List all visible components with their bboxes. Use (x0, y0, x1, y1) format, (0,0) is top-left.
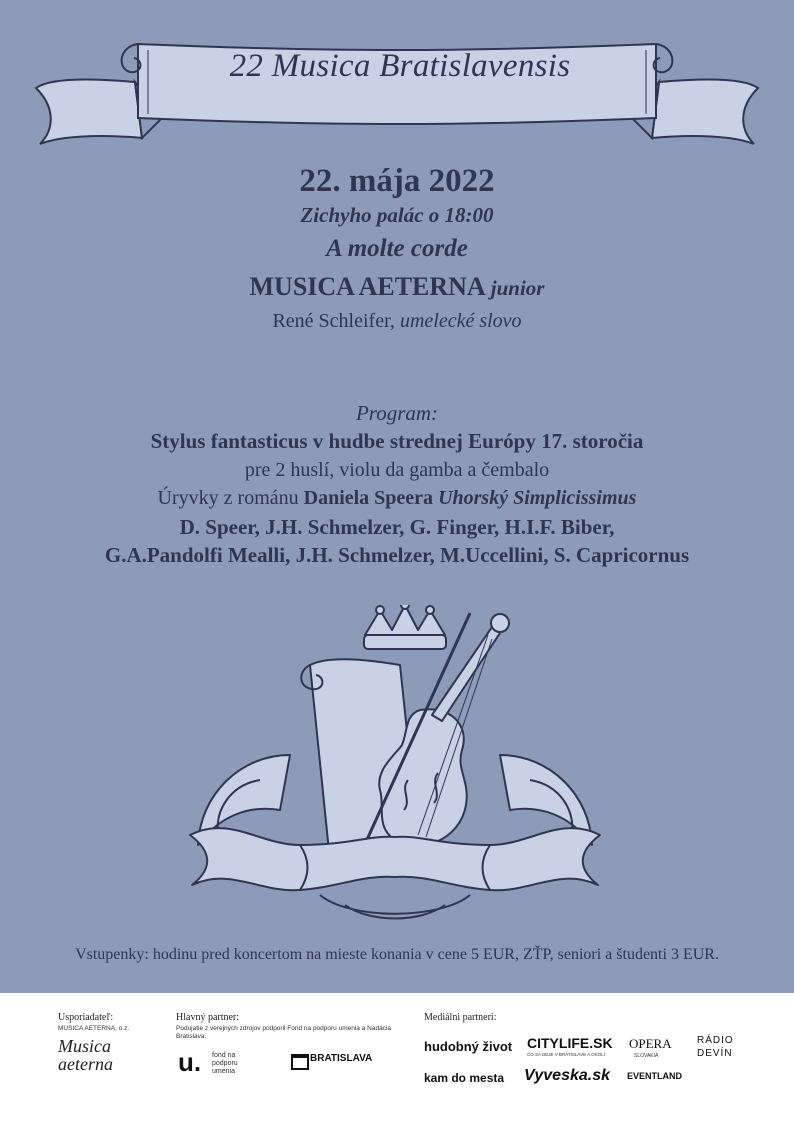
kam-do-mesta-logo: kam do mesta (424, 1071, 505, 1085)
program-title: Stylus fantasticus v hudbe strednej Európy 17. storočia (150, 429, 644, 453)
radio-devin-logo-line2: DEVÍN (697, 1048, 733, 1059)
fpu-u-icon: u. (178, 1047, 202, 1077)
media-partners-label: Mediálni partneri: (424, 1012, 497, 1023)
opera-subtitle: SLOVAKIA (634, 1053, 659, 1059)
excerpt-work: Uhorský Simplicissimus (438, 487, 637, 509)
fpu-logo: fond na podporu umenia (212, 1052, 238, 1075)
program-instrumentation: pre 2 huslí, violu da gamba a čembalo (244, 459, 550, 481)
excerpt-author: Daniela Speera (303, 487, 434, 509)
narrator-name: René Schleifer, (272, 310, 395, 332)
composers-line-2: G.A.Pandolfi Mealli, J.H. Schmelzer, M.Uccellini, S. Capricornus (104, 543, 690, 567)
citylife-subtitle: ČO SA DEJE V BRATISLAVE A OKOLÍ (527, 1052, 605, 1057)
bratislava-logo: BRATISLAVA (310, 1053, 373, 1064)
excerpt-prefix: Úryvky z románu (157, 487, 299, 509)
event-venue: Zichyho palác o 18:00 (300, 203, 494, 227)
banner-title: 22 Musica Bratislavensis (229, 48, 571, 84)
narrator-role: umelecké slovo (399, 310, 522, 332)
bratislava-crest-icon (291, 1054, 309, 1070)
support-text: Podujatie z verejných zdrojov podporil Fond na podporu umenia a Nadácia Bratislava. (176, 1025, 391, 1040)
hudobny-zivot-logo: hudobný život (424, 1039, 513, 1054)
main-partner-label: Hlavný partner: (176, 1012, 240, 1023)
event-date: 22. mája 2022 (299, 163, 495, 199)
ensemble-line (0, 272, 794, 302)
event-subtitle: A molte corde (326, 235, 468, 262)
vyveska-logo: Vyveska.sk (524, 1067, 611, 1084)
citylife-logo: CITYLIFE.SK (527, 1035, 613, 1051)
eventland-logo: EVENTLAND (627, 1071, 683, 1081)
narrator-line (0, 310, 794, 333)
organizer-label: Usporiadateľ: (58, 1012, 114, 1023)
organizer-name: MUSICA AETERNA, o.z. (58, 1025, 130, 1032)
ensemble-name: MUSICA AETERNA (249, 272, 485, 301)
ticket-info: Vstupenky: hodinu pred koncertom na mieste konania v cene 5 EUR, ZŤP, seniori a študenti 3 EUR. (75, 946, 719, 963)
musica-aeterna-logo: Musica aeterna (58, 1036, 113, 1074)
radio-devin-logo-line1: RÁDIO (697, 1035, 734, 1046)
program-excerpt (0, 487, 794, 510)
violin-crown-emblem (170, 605, 620, 927)
composers-line-1: D. Speer, J.H. Schmelzer, G. Finger, H.I.F. Biber, (179, 515, 615, 539)
program-label: Program: (355, 401, 439, 425)
ensemble-suffix: junior (490, 276, 545, 300)
opera-logo: OPERA (629, 1036, 672, 1051)
